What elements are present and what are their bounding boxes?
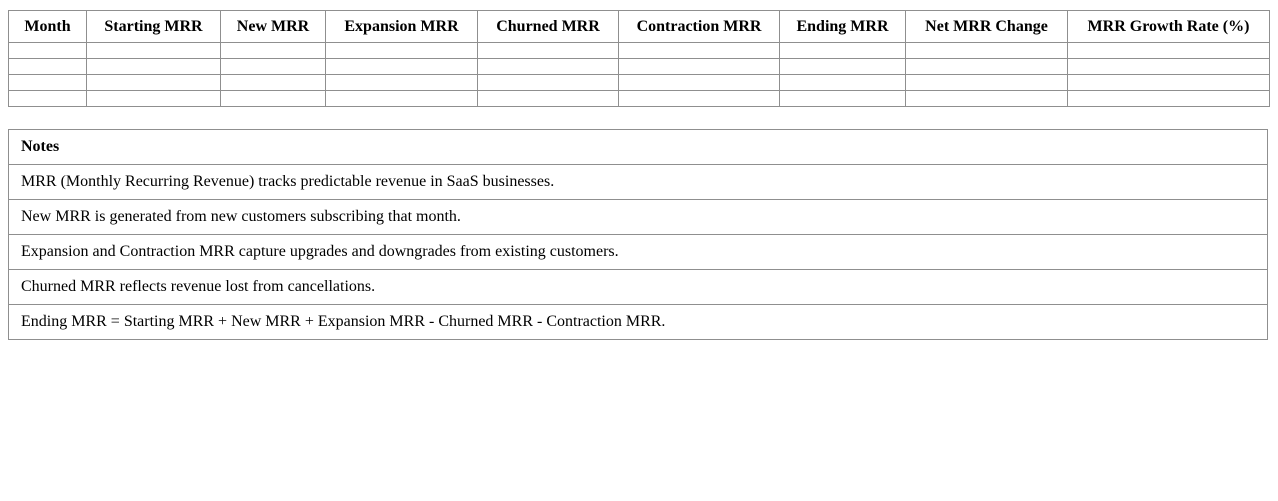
mrr-empty-cell [906,75,1068,91]
note-row [9,305,1268,340]
note-row [9,200,1268,235]
mrr-empty-cell [221,91,326,107]
col-header-new-mrr: New MRR [221,11,326,43]
mrr-empty-cell [326,59,478,75]
note-text-mrr-definition: MRR (Monthly Recurring Revenue) tracks predictable revenue in SaaS businesses. [9,165,1268,200]
col-header-net-mrr-change: Net MRR Change [906,11,1068,43]
mrr-empty-cell [906,43,1068,59]
mrr-table [8,10,1270,107]
notes-header: Notes [9,130,1268,165]
mrr-empty-cell [1068,43,1270,59]
mrr-empty-cell [478,59,619,75]
mrr-empty-cell [478,91,619,107]
mrr-empty-cell [478,75,619,91]
mrr-empty-cell [9,43,87,59]
note-text-ending-mrr-formula: Ending MRR = Starting MRR + New MRR + Expansion MRR - Churned MRR - Contraction MRR. [9,305,1268,340]
note-text-churned-mrr: Churned MRR reflects revenue lost from cancellations. [9,270,1268,305]
mrr-empty-cell [87,43,221,59]
mrr-empty-cell [780,75,906,91]
mrr-empty-cell [619,91,780,107]
mrr-empty-cell [87,75,221,91]
mrr-empty-row [9,75,1270,91]
notes-table [8,129,1268,340]
col-header-ending-mrr: Ending MRR [780,11,906,43]
notes-header-row [9,130,1268,165]
mrr-empty-row [9,59,1270,75]
mrr-empty-cell [478,43,619,59]
mrr-empty-cell [780,91,906,107]
col-header-starting-mrr: Starting MRR [87,11,221,43]
note-text-new-mrr: New MRR is generated from new customers subscribing that month. [9,200,1268,235]
mrr-header-row [9,11,1270,43]
mrr-empty-cell [780,43,906,59]
mrr-empty-row [9,43,1270,59]
mrr-empty-cell [221,75,326,91]
mrr-empty-cell [619,43,780,59]
mrr-empty-row [9,91,1270,107]
note-row [9,165,1268,200]
mrr-empty-cell [780,59,906,75]
mrr-empty-cell [9,91,87,107]
mrr-empty-cell [906,59,1068,75]
mrr-empty-cell [1068,59,1270,75]
note-text-expansion-contraction: Expansion and Contraction MRR capture upgrades and downgrades from existing customers. [9,235,1268,270]
col-header-contraction-mrr: Contraction MRR [619,11,780,43]
col-header-expansion-mrr: Expansion MRR [326,11,478,43]
mrr-empty-cell [1068,91,1270,107]
col-header-month: Month [9,11,87,43]
mrr-empty-cell [221,43,326,59]
mrr-empty-cell [906,91,1068,107]
mrr-empty-cell [619,75,780,91]
note-row [9,270,1268,305]
col-header-mrr-growth-rate: MRR Growth Rate (%) [1068,11,1270,43]
mrr-empty-cell [221,59,326,75]
mrr-table-body [9,43,1270,107]
mrr-empty-cell [326,43,478,59]
mrr-empty-cell [326,75,478,91]
mrr-empty-cell [619,59,780,75]
mrr-empty-cell [9,75,87,91]
col-header-churned-mrr: Churned MRR [478,11,619,43]
mrr-empty-cell [1068,75,1270,91]
mrr-empty-cell [9,59,87,75]
note-row [9,235,1268,270]
mrr-empty-cell [326,91,478,107]
mrr-empty-cell [87,91,221,107]
mrr-empty-cell [87,59,221,75]
